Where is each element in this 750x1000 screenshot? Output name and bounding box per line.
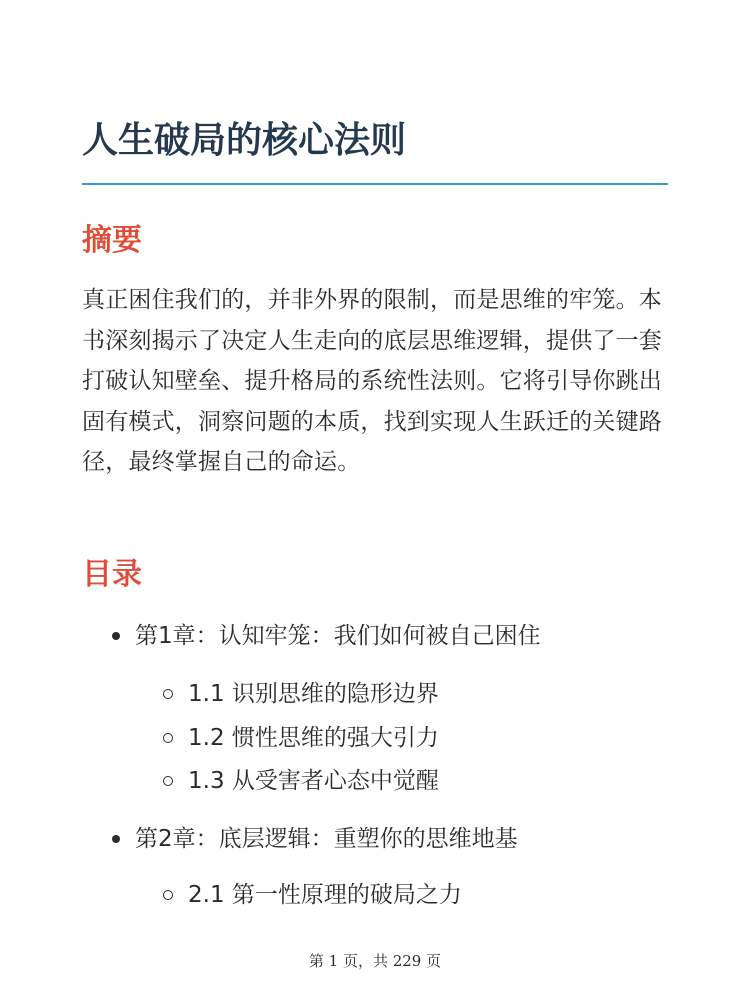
hollow-bullet-icon xyxy=(163,733,173,743)
book-title: 人生破局的核心法则 xyxy=(82,120,407,161)
hollow-bullet-icon xyxy=(163,776,173,786)
toc-section-label: 1.2 惯性思维的强大引力 xyxy=(188,725,439,751)
page-footer: 第 1 页，共 229 页 xyxy=(308,952,442,970)
toc-chapter-label: 第2章：底层逻辑：重塑你的思维地基 xyxy=(135,826,518,852)
filled-bullet-icon xyxy=(112,632,120,640)
toc-heading: 目录 xyxy=(82,557,142,592)
filled-bullet-icon xyxy=(112,835,120,843)
hollow-bullet-icon xyxy=(163,890,173,900)
title-divider xyxy=(82,183,668,185)
hollow-bullet-icon xyxy=(163,689,173,699)
toc-chapter-label: 第1章：认知牢笼：我们如何被自己困住 xyxy=(135,623,541,649)
toc-section-label: 1.3 从受害者心态中觉醒 xyxy=(188,768,439,794)
summary-text: 真正困住我们的，并非外界的限制，而是思维的牢笼。本书深刻揭示了决定人生走向的底层思维逻辑，提供了一套打破认知壁垒、提升格局的系统性法则。它将引导你跳出固有模式，洞察问题的本质，找到实现人生跃迁的关键路径，最终掌握自己的命运。 xyxy=(82,287,662,475)
summary-heading: 摘要 xyxy=(82,223,142,258)
toc-section-label: 2.1 第一性原理的破局之力 xyxy=(188,882,462,908)
toc-section-label: 1.1 识别思维的隐形边界 xyxy=(188,681,439,707)
